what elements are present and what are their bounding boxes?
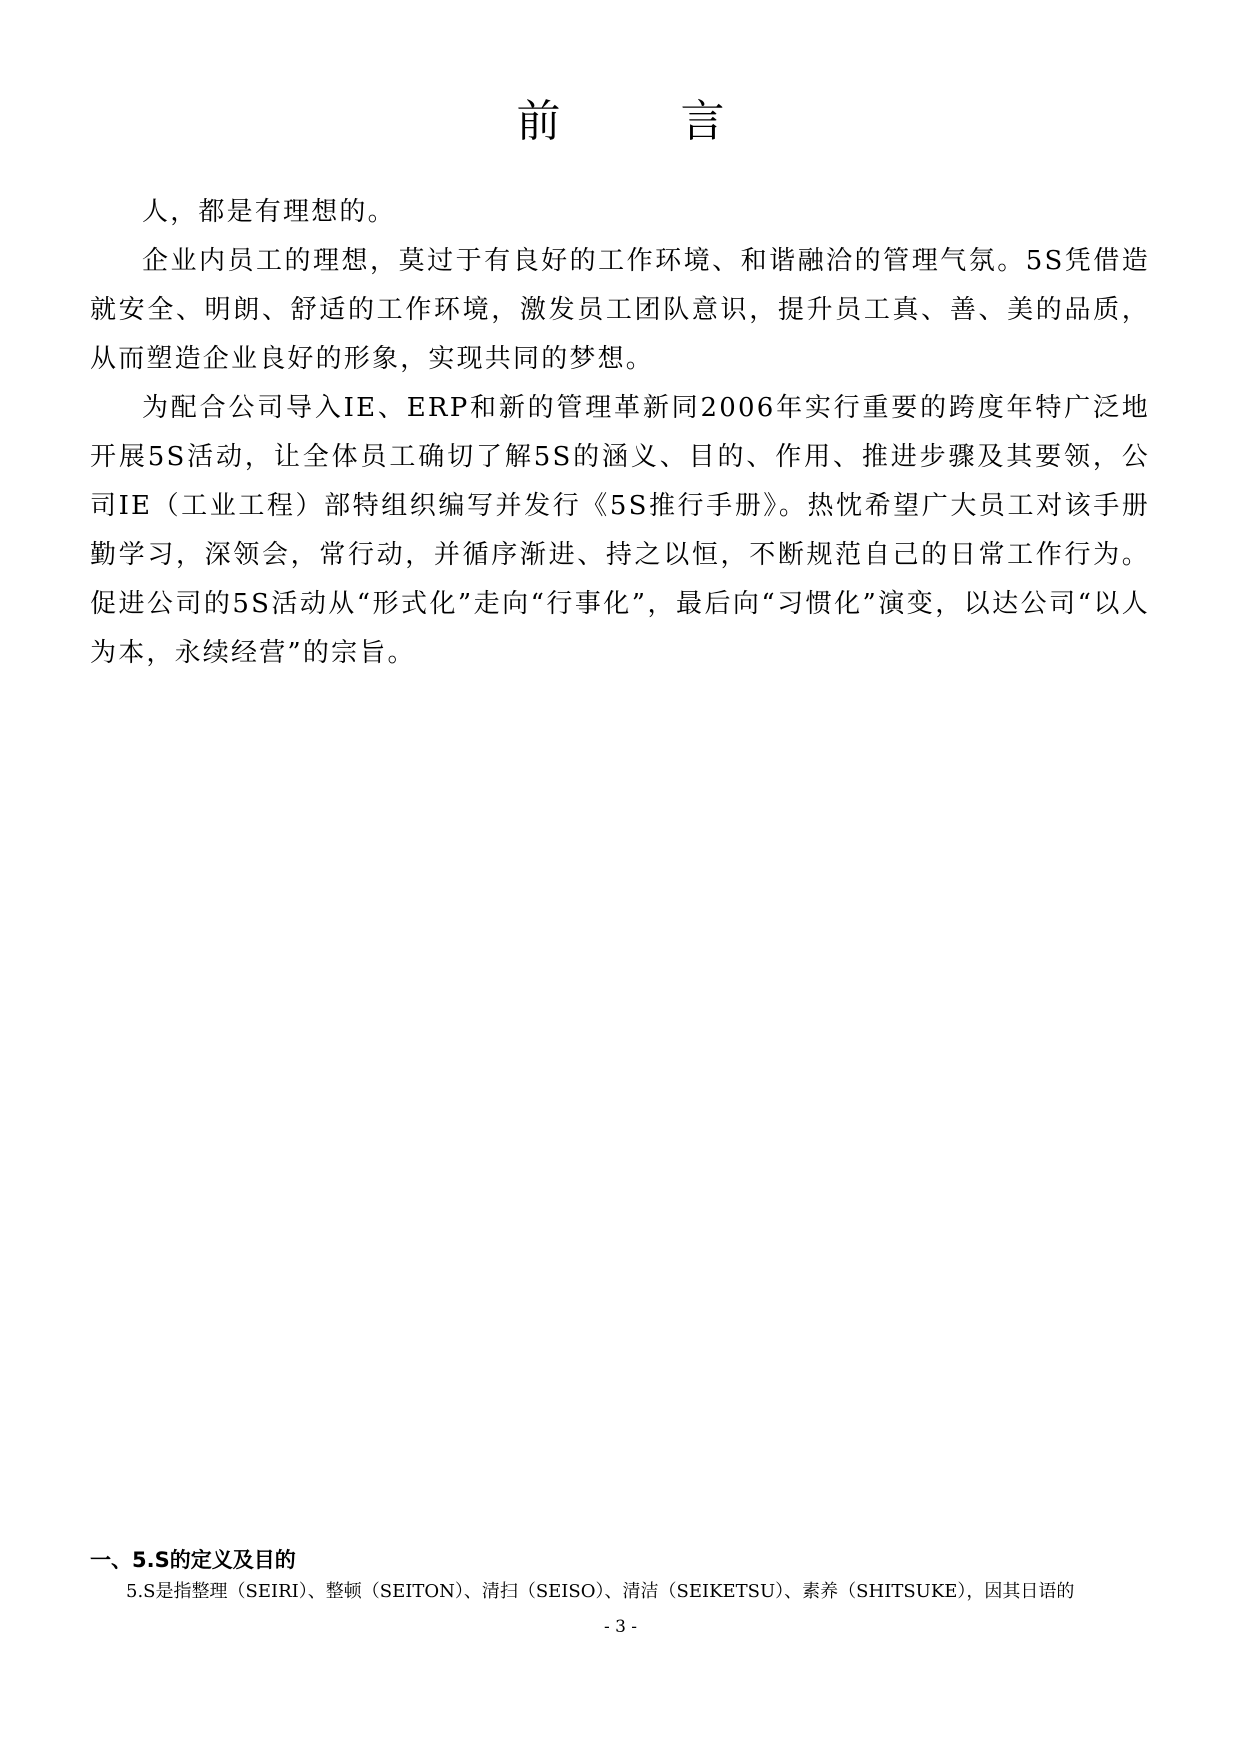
preface-paragraph: 人，都是有理想的。 — [142, 197, 396, 227]
section-heading: 一、5.S的定义及目的 — [90, 1548, 296, 1572]
preface-body — [90, 188, 1150, 678]
preface-paragraph: 企业内员工的理想，莫过于有良好的工作环境、和谐融洽的管理气氛。5S凭借造就安全、明朗、舒适的工作环境，激发员工团队意识，提升员工真、善、美的品质，从而塑造企业良好的形象，实现共同的梦想。 — [90, 246, 1150, 374]
section-body-text: 5.S是指整理（SEIRI）、整顿（SEITON）、清扫（SEISO）、清洁（SEIKETSU）、素养（SHITSUKE），因其日语的 — [126, 1581, 1075, 1602]
page-number: - 3 - — [603, 1617, 638, 1637]
preface-paragraph: 为配合公司导入IE、ERP和新的管理革新同2006年实行重要的跨度年特广泛地开展5S活动，让全体员工确切了解5S的涵义、目的、作用、推进步骤及其要领，公司IE（工业工程）部特组织编写并发行《5S推行手册》。热忱希望广大员工对该手册勤学习，深领会，常行动，并循序渐进、持之以恒，不断规范自己的日常工作行为。促进公司的5S活动从“形式化”走向“行事化”，最后向“习惯化”演变，以达公司“以人为本，永续经营”的宗旨。 — [90, 393, 1150, 668]
page-title: 前 言 — [516, 96, 763, 147]
